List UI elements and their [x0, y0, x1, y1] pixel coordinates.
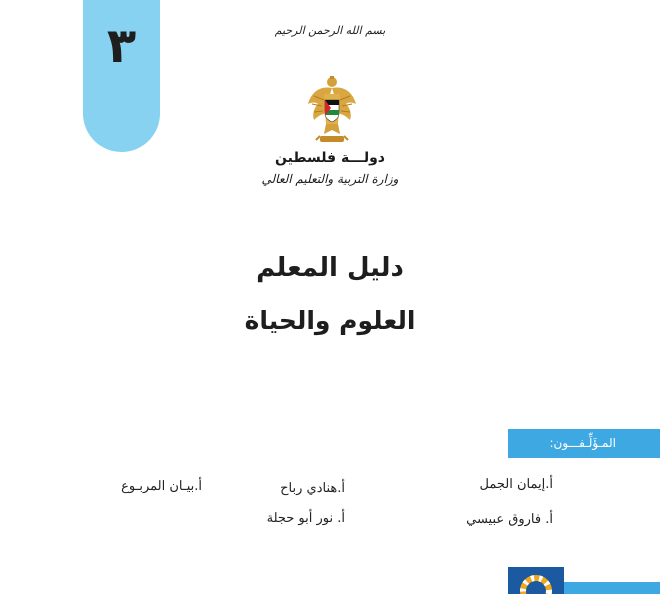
basmala-calligraphy: بسم الله الرحمن الرحيم: [274, 24, 386, 37]
authors-label: المـؤَلِّـفـــون:: [549, 436, 616, 450]
state-name: دولـــة فلسطين: [275, 150, 385, 166]
author-name: أ.إيمان الجمل: [479, 477, 553, 492]
author-name: أ.هنادي رباح: [280, 481, 345, 496]
book-title: دليل المعلم: [256, 253, 404, 283]
author-name: أ.بيـان المربـوع: [121, 479, 202, 494]
grade-number: ٣: [106, 18, 137, 74]
ministry-name: وزارة التربية والتعليم العالي: [261, 172, 399, 186]
author-name: أ. نور أبو حجلة: [266, 511, 345, 526]
curriculum-logo-icon: [508, 567, 564, 594]
author-name: أ. فاروق عبيسي: [466, 512, 553, 527]
palestine-eagle-icon: [304, 74, 360, 150]
book-subtitle: العلوم والحياة: [244, 306, 416, 335]
